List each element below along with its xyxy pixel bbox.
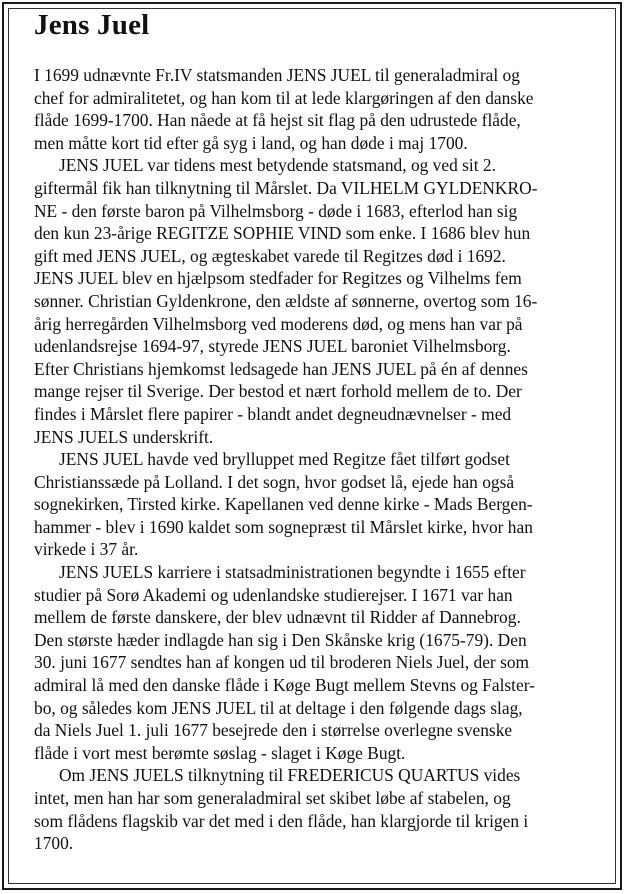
text-line: JENS JUELS underskrift. xyxy=(34,426,214,447)
paragraph-4 xyxy=(34,561,600,764)
text-line: Efter Christians hjemkomst ledsagede han JENS JUEL på én af dennes xyxy=(34,358,528,379)
text-line: studier på Sorø Akademi og udenlandske studierejser. I 1671 var han xyxy=(34,584,513,605)
text-line: gift med JENS JUEL, og ægteskabet varede til Regitzes død i 1692. xyxy=(34,245,506,266)
text-line: hammer - blev i 1690 kaldet som sognepræst til Mårslet kirke, hvor han xyxy=(34,516,533,537)
text-line: bo, og således kom JENS JUEL til at deltage i den følgende dags slag, xyxy=(34,697,523,718)
text-line: den kun 23-årige REGITZE SOPHIE VIND som enke. I 1686 blev hun xyxy=(34,223,531,244)
text-line: mange rejser til Sverige. Der bestod et nært forhold mellem de to. Der xyxy=(34,381,522,402)
paragraph-3 xyxy=(34,448,600,561)
text-line: JENS JUEL blev en hjælpsom stedfader for Regitzes og Vilhelms fem xyxy=(34,268,522,289)
text-line: flåde i vort mest berømte søslag - slaget i Køge Bugt. xyxy=(34,742,406,763)
paragraph-1 xyxy=(34,64,600,154)
text-line: 30. juni 1677 sendtes han af kongen ud til broderen Niels Juel, der som xyxy=(34,652,530,673)
page-title: Jens Juel xyxy=(34,9,150,41)
paragraph-5 xyxy=(34,764,600,854)
text-line: sognekirken, Tirsted kirke. Kapellanen ved denne kirke - Mads Bergen- xyxy=(34,494,533,515)
text-line: Christianssæde på Lolland. I det sogn, hvor godset lå, ejede han også xyxy=(34,471,515,492)
text-line: admiral lå med den danske flåde i Køge Bugt mellem Stevns og Falster- xyxy=(34,675,535,696)
text-line: JENS JUEL var tidens mest betydende statsmand, og ved sit 2. xyxy=(59,155,496,176)
text-line: giftermål fik han tilknytning til Mårslet. Da VILHELM GYLDENKRO- xyxy=(34,177,538,198)
text-line: Den største hæder indlagde han sig i Den Skånske krig (1675-79). Den xyxy=(34,629,527,650)
text-line: JENS JUELS karriere i statsadministrationen begyndte i 1655 efter xyxy=(59,562,526,583)
text-line: sønner. Christian Gyldenkrone, den ældste af sønnerne, overtog som 16- xyxy=(34,290,538,311)
text-line: som flådens flagskib var det med i den flåde, han klargjorde til krigen i xyxy=(34,810,529,831)
text-line: Om JENS JUELS tilknytning til FREDERICUS QUARTUS vides xyxy=(59,765,521,786)
text-line: udenlandsrejse 1694-97, styrede JENS JUEL baroniet Vilhelmsborg. xyxy=(34,336,511,357)
article-body xyxy=(34,64,600,855)
text-line: I 1699 udnævnte Fr.IV statsmanden JENS JUEL til generaladmiral og xyxy=(34,65,520,85)
text-line: findes i Mårslet flere papirer - blandt andet degneudnævnelser - med xyxy=(34,403,512,424)
text-line: virkede i 37 år. xyxy=(34,539,139,560)
text-line: men måtte kort tid efter gå syg i land, og han døde i maj 1700. xyxy=(34,132,468,153)
text-line: chef for admiralitetet, og han kom til at lede klargøringen af den danske xyxy=(34,87,534,108)
text-line: flåde 1699-1700. Han nåede at få hejst sit flag på den udrustede flåde, xyxy=(34,110,521,131)
text-line: NE - den første baron på Vilhelmsborg - døde i 1683, efterlod han sig xyxy=(34,200,518,221)
text-line: da Niels Juel 1. juli 1677 besejrede den i størrelse overlegne svenske xyxy=(34,720,513,741)
text-line: mellem de første danskere, der blev udnævnt til Ridder af Dannebrog. xyxy=(34,607,521,628)
text-line: JENS JUEL havde ved brylluppet med Regitze fået tilført godset xyxy=(59,449,510,470)
text-line: 1700. xyxy=(34,833,74,854)
text-line: intet, men han har som generaladmiral set skibet løbe af stabelen, og xyxy=(34,788,511,808)
text-line: årig herregården Vilhelmsborg ved moderens død, og mens han var på xyxy=(34,313,523,334)
paragraph-2 xyxy=(34,154,600,448)
